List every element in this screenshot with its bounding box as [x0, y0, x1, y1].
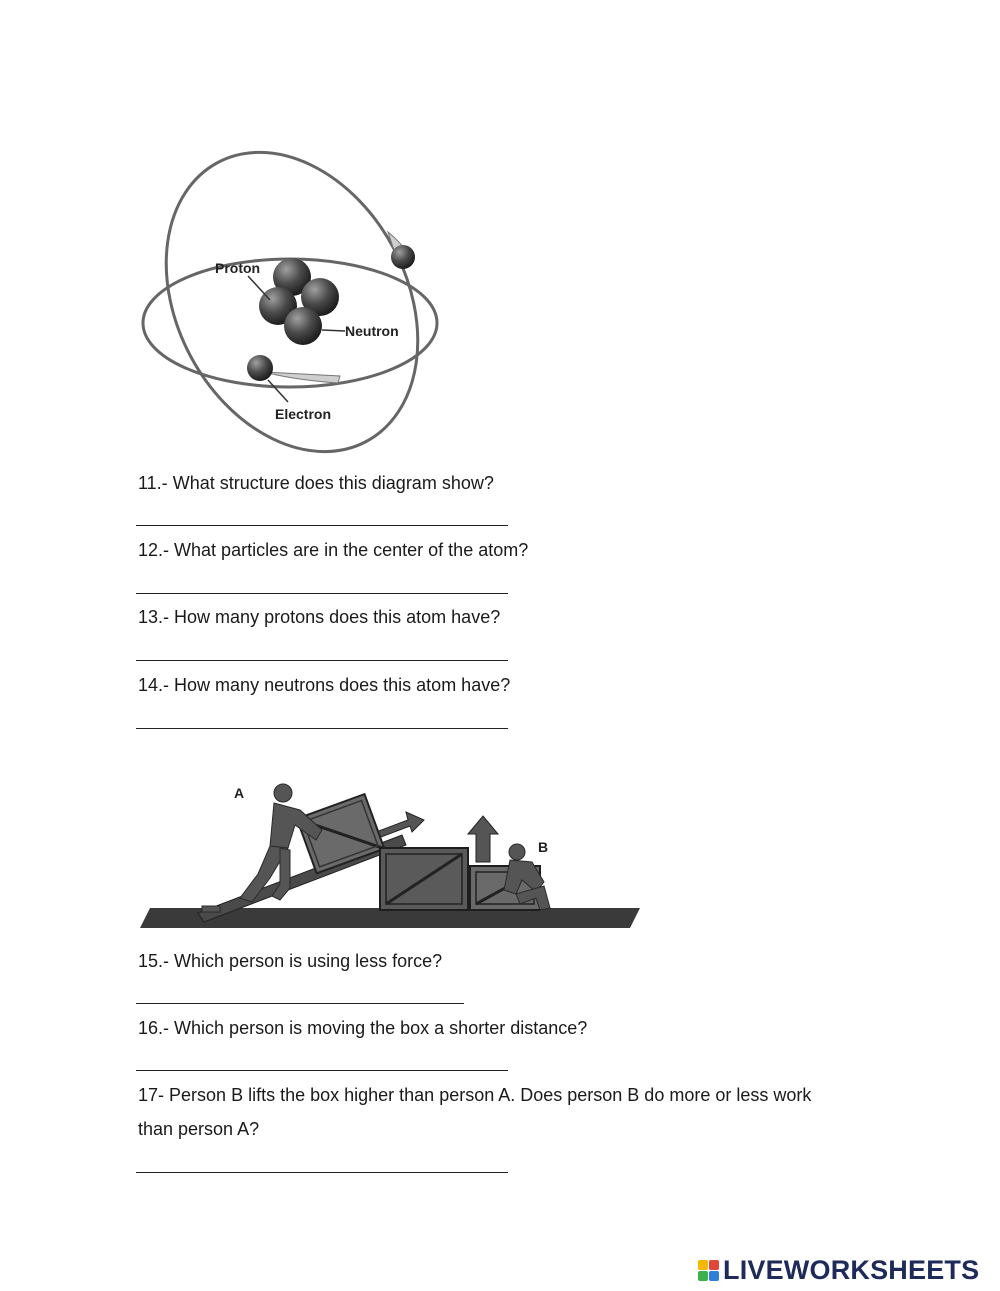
electron-particle	[391, 245, 415, 269]
question-11: 11.- What structure does this diagram show?	[138, 473, 494, 493]
liveworksheets-logo[interactable]	[698, 1254, 979, 1286]
person-b-label: B	[538, 839, 549, 855]
question-17: 17- Person B lifts the box higher than person A. Does person B do more or less work than person A?	[138, 1085, 812, 1139]
proton-label: Proton	[215, 260, 261, 276]
logo-tile	[698, 1260, 708, 1270]
lift-arrow-icon	[468, 816, 498, 862]
question-14: 14.- How many neutrons does this atom have?	[138, 675, 511, 695]
answer-line-13[interactable]	[136, 660, 508, 661]
answer-line-15[interactable]	[136, 1003, 464, 1004]
atom-diagram	[140, 140, 460, 465]
logo-tile	[698, 1271, 708, 1281]
answer-line-16[interactable]	[136, 1070, 508, 1071]
answer-line-11[interactable]	[136, 525, 508, 526]
logo-tile	[709, 1260, 719, 1270]
question-15: 15.- Which person is using less force?	[138, 951, 443, 971]
ramp-diagram	[140, 770, 645, 940]
logo-tile	[709, 1271, 719, 1281]
question-16: 16.- Which person is moving the box a shorter distance?	[138, 1018, 588, 1038]
liveworksheets-brand-text: LIVEWORKSHEETS	[723, 1254, 980, 1285]
answer-line-17[interactable]	[136, 1172, 508, 1173]
question-13: 13.- How many protons does this atom have?	[138, 607, 501, 627]
electron-label: Electron	[275, 406, 332, 422]
electron-trail	[264, 372, 340, 383]
neutron-particle	[284, 307, 322, 345]
electron-particle	[247, 355, 273, 381]
person-a-label: A	[234, 785, 245, 801]
liveworksheets-icon	[698, 1260, 719, 1281]
answer-line-12[interactable]	[136, 593, 508, 594]
answer-line-14[interactable]	[136, 728, 508, 729]
question-12: 12.- What particles are in the center of the atom?	[138, 540, 529, 560]
neutron-label: Neutron	[345, 323, 399, 339]
